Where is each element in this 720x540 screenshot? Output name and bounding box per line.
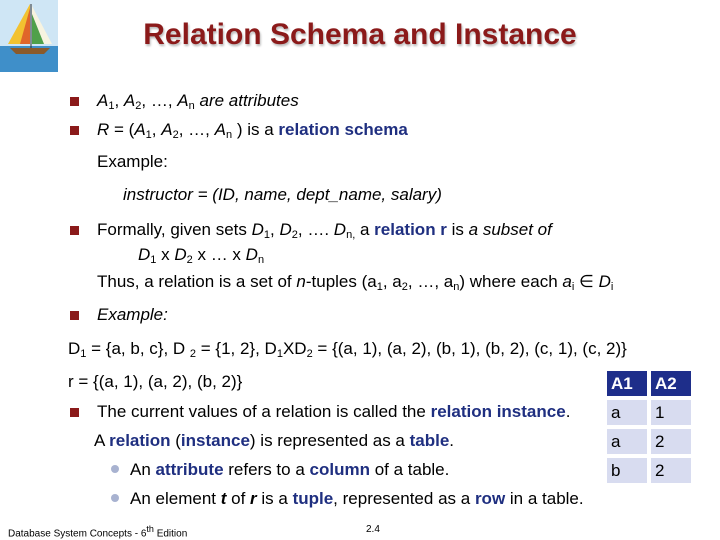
bullet-marker <box>70 311 79 320</box>
example-label: Example: <box>97 152 168 171</box>
table-row <box>607 400 691 425</box>
table-row <box>607 458 691 483</box>
ntuples-line: Thus, a relation is a set of n-tuples ($a_1$, $a_2$, …, $a_n$) where each $a_i$ ∈ $D_i$ <box>97 272 614 293</box>
attributes-line: $A_1$, $A_2$, …, $A_n$ are attributes <box>97 91 299 112</box>
bullet-marker <box>70 126 79 135</box>
attribute-column-line: An attribute refers to a column of a table. <box>130 460 450 479</box>
table-cell: b <box>607 458 647 483</box>
formal-definition-line: Formally, given sets $D_1$, $D_2$, …. $D_{n,}$ a relation r is a subset of <box>97 220 552 241</box>
table-cell: 2 <box>651 458 691 483</box>
table-cell: a <box>607 400 647 425</box>
tuple-row-line: An element t of r is a tuple, represented as a row in a table. <box>130 489 584 508</box>
column-header: A2 <box>651 371 691 396</box>
instructor-schema: instructor = (ID, name, dept_name, salary) <box>123 185 442 204</box>
bullet-marker <box>70 408 79 417</box>
relation-r-line: r = {(a, 1), (a, 2), (b, 2)} <box>68 372 243 391</box>
bullet-marker <box>70 97 79 106</box>
table-row <box>607 429 691 454</box>
table-cell: 1 <box>651 400 691 425</box>
relation-table <box>603 367 695 487</box>
table-representation-line: A relation (instance) is represented as a table. <box>94 431 455 450</box>
relation-schema-line: $R = (A_1$, $A_2$, …, $A_n$ ) is a relation schema <box>97 120 408 141</box>
page-title: Relation Schema and Instance <box>143 18 577 51</box>
page-number: 2.4 <box>366 524 380 535</box>
cartesian-product-line: $D_1$ x $D_2$ x … x $D_n$ <box>138 245 265 266</box>
domain-sets-line: $D_1 = \{a$, b, c}, D $_2$ = {1, 2}, $D_1XD_2 = \{(a$, 1), (a, 2), (b, 1), (b, 2), (c, 1), (c, 2)} <box>68 339 627 360</box>
sub-bullet-marker <box>111 465 119 473</box>
relation-instance-line: The current values of a relation is called the relation instance. <box>97 402 571 421</box>
table-cell: 2 <box>651 429 691 454</box>
sub-bullet-marker <box>111 494 119 502</box>
table-cell: a <box>607 429 647 454</box>
footer-left: Database System Concepts - 6th Edition <box>8 524 188 540</box>
bullet-marker <box>70 226 79 235</box>
table-header-row <box>607 371 691 396</box>
example-heading: Example: <box>97 305 168 324</box>
column-header: A1 <box>607 371 647 396</box>
